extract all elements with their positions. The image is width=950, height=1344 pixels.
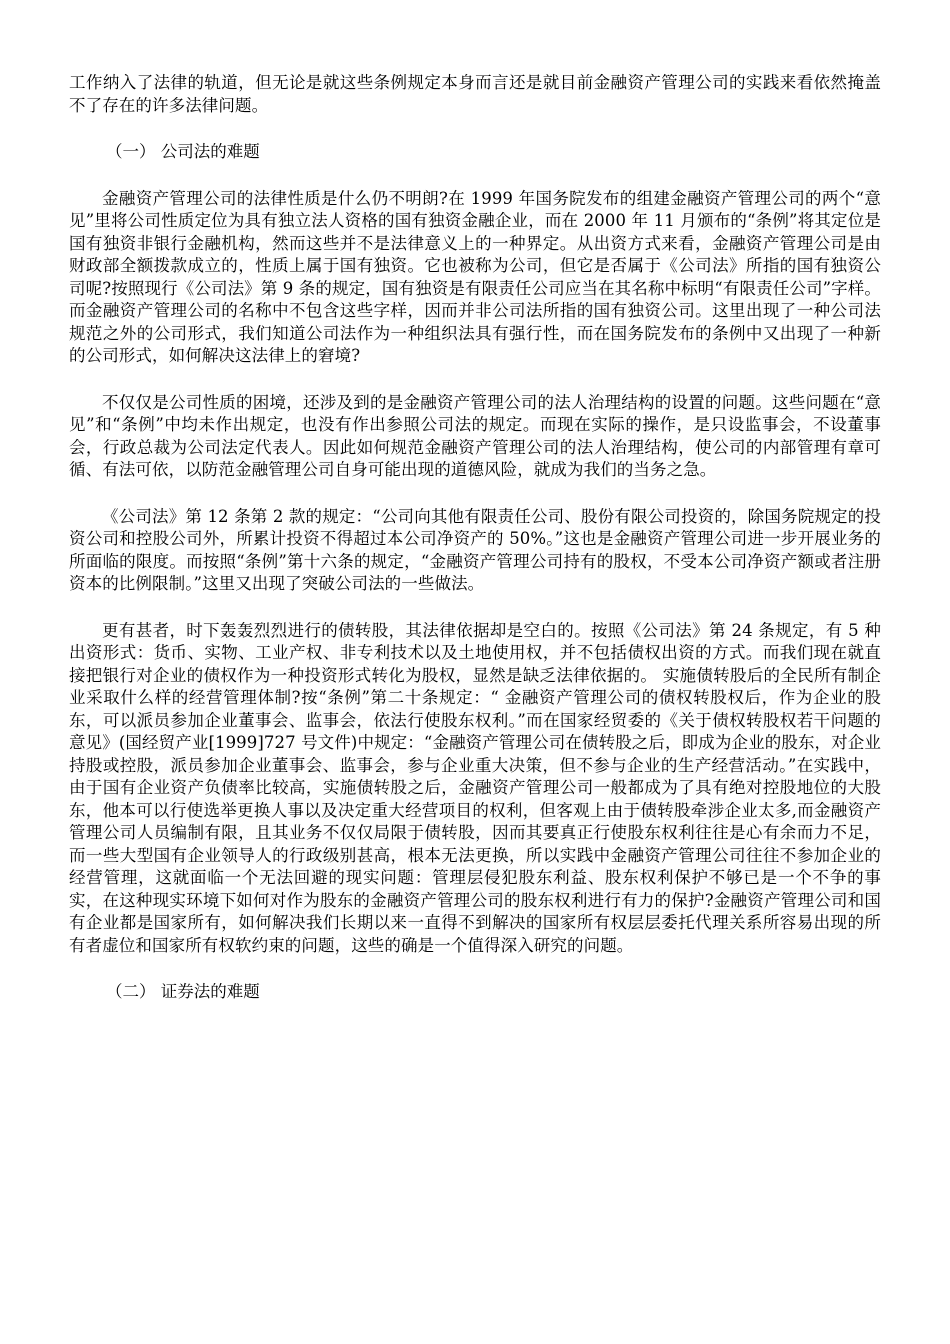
paragraph-debt-equity-swap: 更有甚者，时下轰轰烈烈进行的债转股，其法律依据却是空白的。按照《公司法》第 24 条规定，有 5 种出资形式：货币、实物、工业产权、非专利技术以及土地使用权，并不包括债权出资的方式。而我们现在就直接把银行对企业的债权作为一种投资形式转化为股权，显然是缺乏法律依据的。 实施债转股后的全民所有制企业采取什么样的经营管理体制?按“条例”第二十条规定：“ 金融资产管理公司的债权转股权后，作为企业的股东，可以派员参加企业董事会、监事会，依法行使股东权利。”而在国家经贸委的《关于债权转股权若干问题的意见》(国经贸产业[1999]727 号文件)中规定：“金融资产管理公司在债转股之后，即成为企业的股东，对企业持股或控股，派员参加企业董事会、监事会，参与企业重大决策，但不参与企业的生产经营活动。”在实践中，由于国有企业资产负债率比较高，实施债转股之后，金融资产管理公司一般都成为了具有绝对控股地位的大股东，他本可以行使选举更换人事以及决定重大经营项目的权利，但客观上由于债转股牵涉企业太多,而金融资产管理公司人员编制有限，且其业务不仅仅局限于债转股，因而其要真正行使股东权利往往是心有余而力不足，而一些大型国有企业领导人的行政级别甚高，根本无法更换，所以实践中金融资产管理公司往往不参加企业的经营管理，这就面临一个无法回避的现实问题：管理层侵犯股东利益、股东权利保护不够已是一个不争的事实，在这种现实环境下如何对作为股东的金融资产管理公司的股东权利进行有力的保护?金融资产管理公司和国有企业都是国家所有，如何解决我们长期以来一直得不到解决的国家所有权层层委托代理关系所容易出现的所有者虚位和国家所有权软约束的问题，这些的确是一个值得深入研究的问题。 <box>69 620 881 955</box>
section-heading-company-law: （一） 公司法的难题 <box>106 142 260 161</box>
paragraph-continuation: 工作纳入了法律的轨道，但无论是就这些条例规定本身而言还是就目前金融资产管理公司的实践来看依然掩盖不了存在的许多法律问题。 <box>69 73 881 115</box>
section-heading-securities-law: （二） 证券法的难题 <box>106 982 260 1001</box>
paragraph-investment-limit: 《公司法》第 12 条第 2 款的规定：“公司向其他有限责任公司、股份有限公司投资的，除国务院规定的投资公司和控股公司外，所累计投资不得超过本公司净资产的 50%。”这也是金融资产管理公司进一步开展业务的所面临的限度。而按照“条例”第十六条的规定，“金融资产管理公司持有的股权，不受本公司净资产额或者注册资本的比例限制。”这里又出现了突破公司法的一些做法。 <box>69 506 881 593</box>
paragraph-legal-nature: 金融资产管理公司的法律性质是什么仍不明朗?在 1999 年国务院发布的组建金融资产管理公司的两个“意见”里将公司性质定位为具有独立法人资格的国有独资金融企业，而在 2000 年 11 月颁布的“条例”将其定位是国有独资非银行金融机构，然而这些并不是法律意义上的一种界定。从出资方式来看，金融资产管理公司是由财政部全额拨款成立的，性质上属于国有独资。它也被称为公司，但它是否属于《公司法》所指的国有独资公司呢?按照现行《公司法》第 9 条的规定，国有独资是有限责任公司应当在其名称中标明“有限责任公司”字样。而金融资产管理公司的名称中不包含这些字样，因而并非公司法所指的国有独资公司。这里出现了一种公司法规范之外的公司形式，我们知道公司法作为一种组织法具有强行性，而在国务院发布的条例中又出现了一种新的公司形式，如何解决这法律上的窘境? <box>69 188 881 365</box>
paragraph-governance: 不仅仅是公司性质的困境，还涉及到的是金融资产管理公司的法人治理结构的设置的问题。这些问题在“意见”和“条例”中均未作出规定，也没有作出参照公司法的规定。而现在实际的操作，是只设监事会，不设董事会，行政总裁为公司法定代表人。因此如何规范金融资产管理公司的法人治理结构，使公司的内部管理有章可循、有法可依，以防范金融管理公司自身可能出现的道德风险，就成为我们的当务之急。 <box>69 392 881 479</box>
document-page <box>69 72 881 1028</box>
